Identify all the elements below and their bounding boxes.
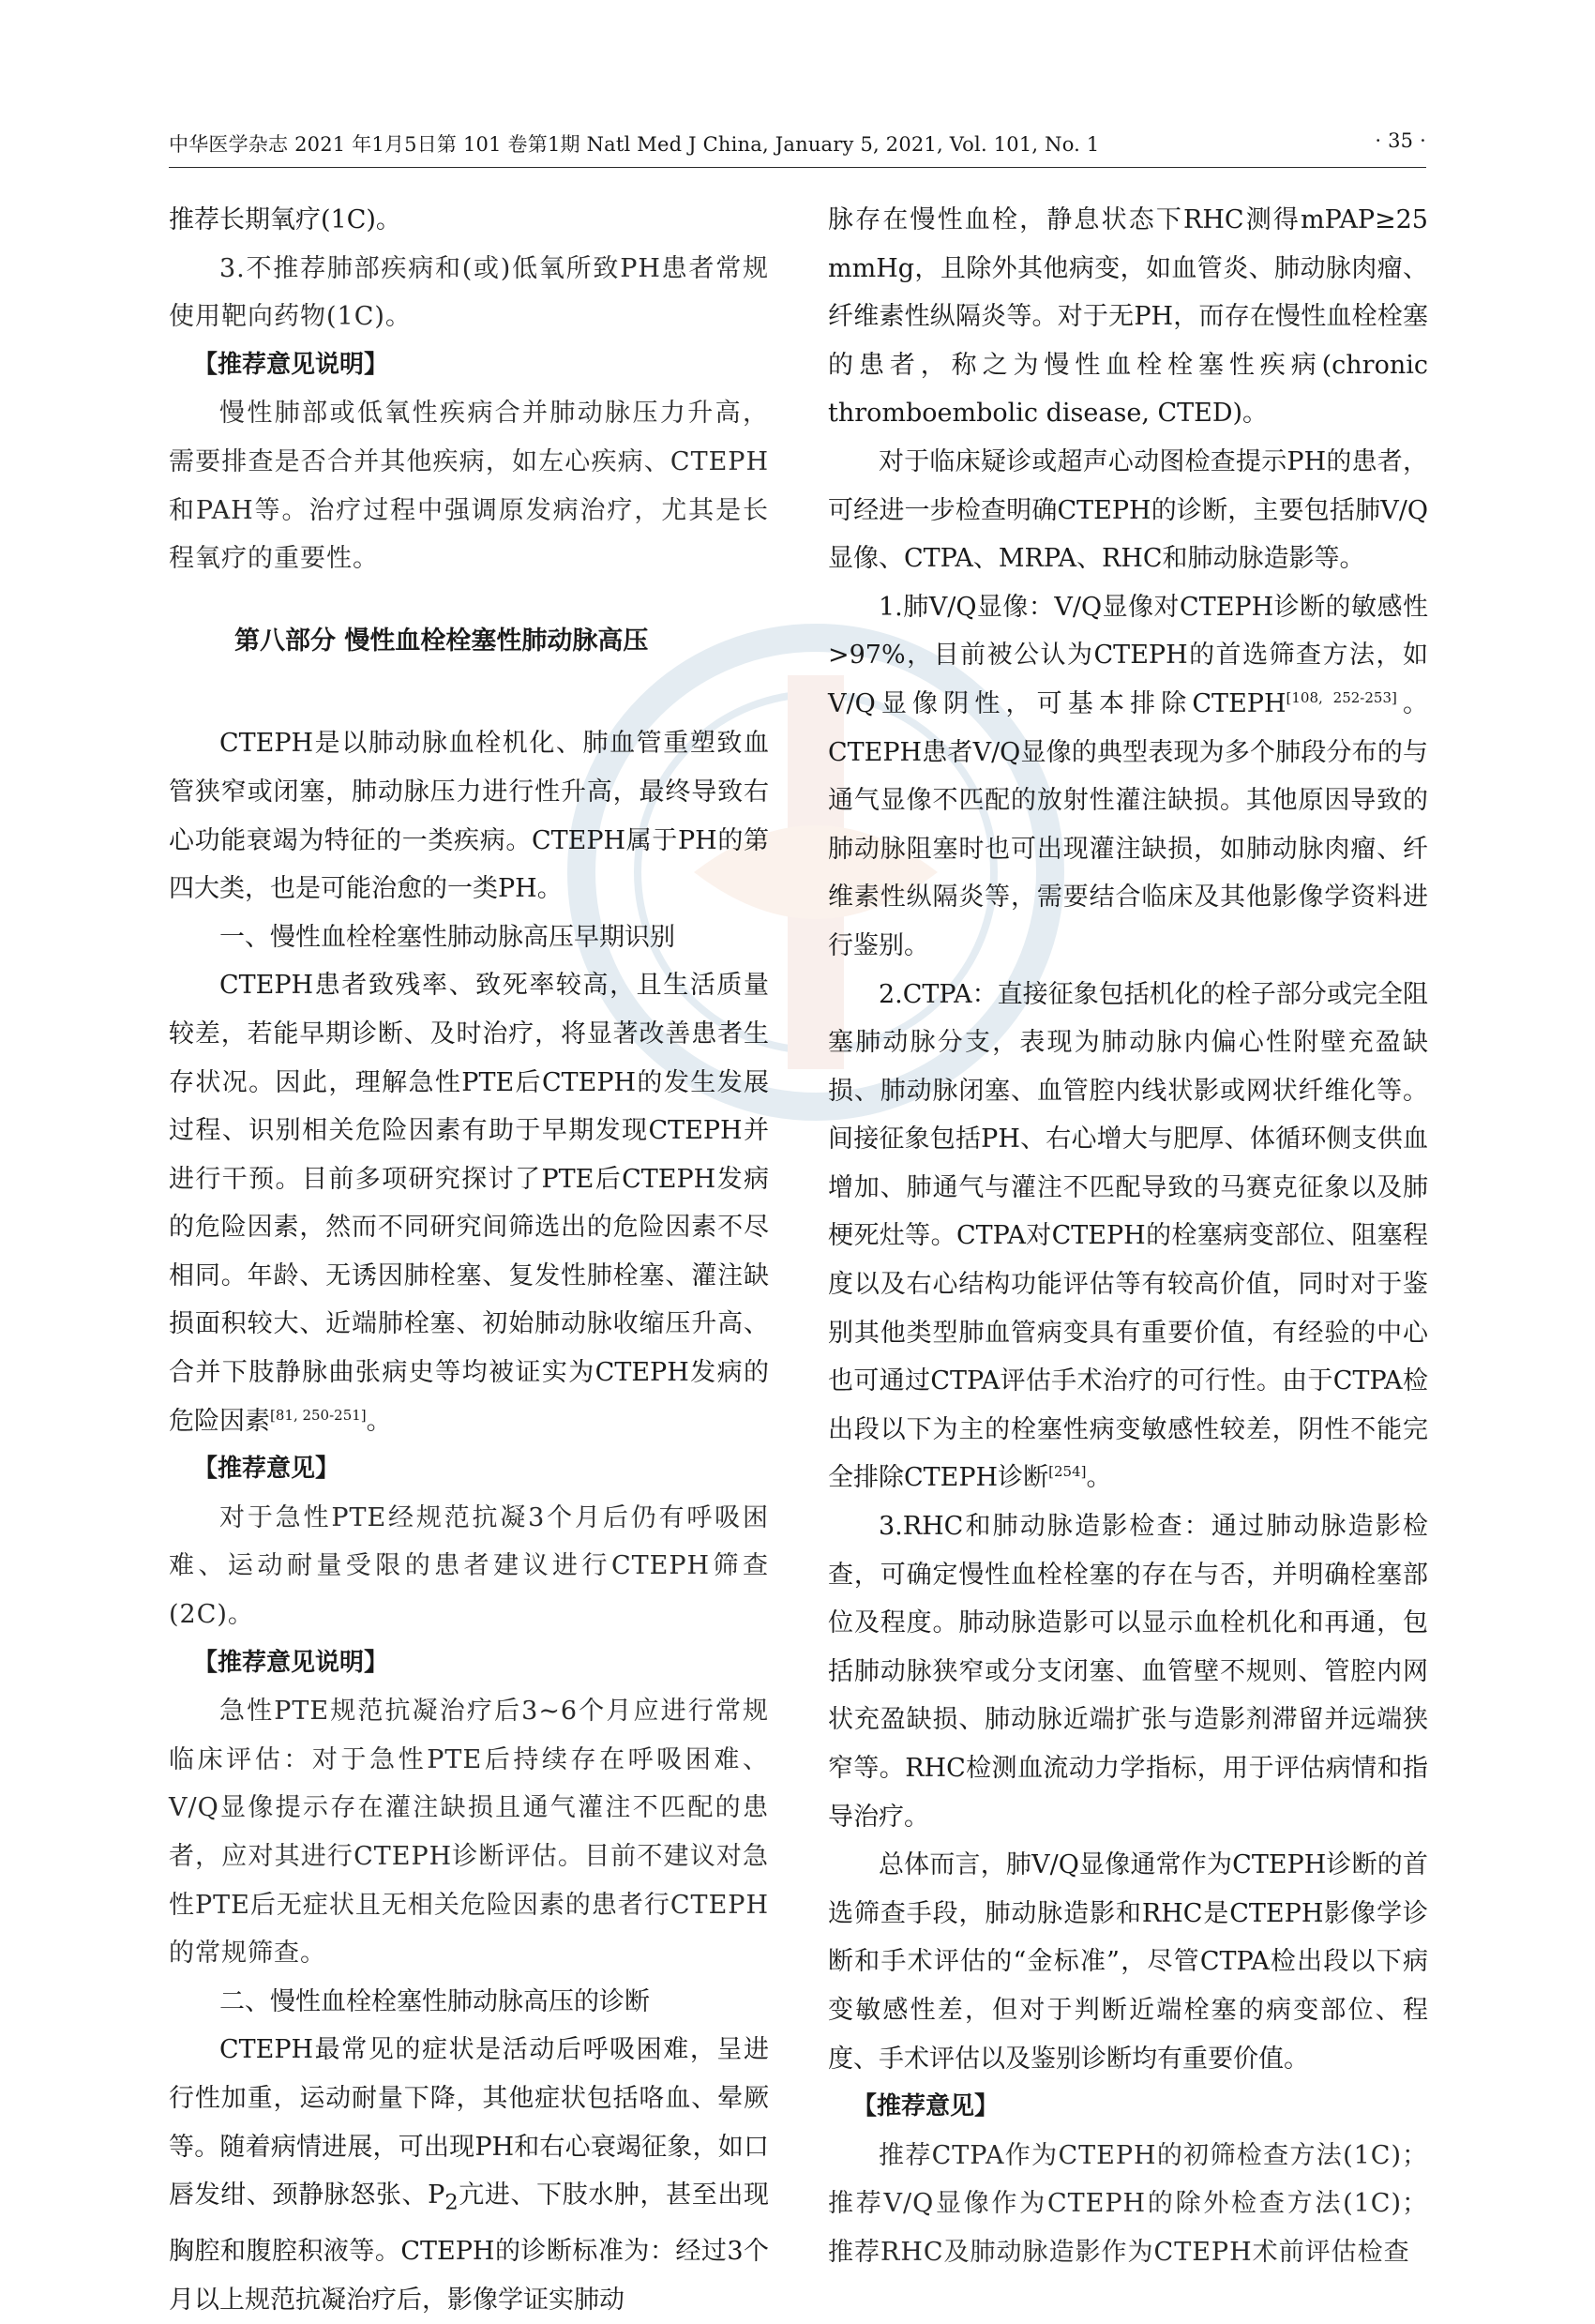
label-recommendation-note-2: 【推荐意见说明】 (193, 1648, 389, 1677)
label-recommendation-3: 【推荐意见】 (852, 2092, 1000, 2121)
vq-text: 1.肺V/Q显像：V/Q显像对CTEPH诊断的敏感性>97%，目前被公认为CTEPH的首选筛查方法，如V/Q显像阴性，可基本排除CTEPH (828, 592, 1428, 718)
symptoms-text: CTEPH最常见的症状是活动后呼吸困难，呈进行性加重，运动耐量下降，其他症状包括咯血、晕厥等。随着病情进展，可出现PH和右心衰竭征象，如口唇发绀、颈静脉怒张、P (169, 2035, 769, 2211)
ctpa-text: 2.CTPA：直接征象包括机化的栓子部分或完全阻塞肺动脉分支，表现为肺动脉内偏心性附壁充盈缺损、肺动脉闭塞、血管腔内线状影或网状纤维化等。间接征象包括PH、右心增大与肥厚、体循环侧支供血增加、肺通气与灌注不匹配导致的马赛克征象以及肺梗死灶等。CTPA对CTEPH的栓塞病变部位、阻塞程度以及右心结构功能评估等有较高价值，同时对于鉴别其他类型肺血管病变具有重要价值，有经验的中心也可通过CTPA评估手术治疗的可行性。由于CTPA检出段以下为主的栓塞性病变敏感性较差，阴性不能完全排除CTEPH诊断 (828, 979, 1428, 1493)
citation-ref: [108, 252-253] (1286, 688, 1397, 706)
journal-citation: 中华医学杂志 2021 年1月5日第 101 卷第1期 Natl Med J China, January 5, 2021, Vol. 101, No. 1 (169, 133, 1100, 156)
risk-factors-tail: 。 (366, 1406, 392, 1436)
running-header (169, 129, 1426, 167)
paragraph-risk-factors (169, 961, 769, 1445)
section-title: 第八部分 慢性血栓栓塞性肺动脉高压 (234, 626, 649, 656)
paragraph-continued: 推荐长期氧疗(1C)。 (169, 205, 401, 234)
citation-ref: [81, 250-251] (270, 1406, 367, 1424)
paragraph-diagnostic-criteria: 脉存在慢性血栓，静息状态下RHC测得mPAP≥25 mmHg，且除外其他病变，如血管炎、肺动脉肉瘤、纤维素性纵隔炎等。对于无PH，而存在慢性血栓栓塞的患者，称之为慢性血栓栓塞性疾病(chronic thromboembolic disease, CTED)。 (828, 205, 1428, 429)
cteph-intro: CTEPH是以肺动脉血栓机化、肺血管重塑致血管狭窄或闭塞，肺动脉压力进行性升高，最终导致右心功能衰竭为特征的一类疾病。CTEPH属于PH的第四大类，也是可能治愈的一类PH。 (169, 729, 769, 904)
recommendation-note-2-text: 急性PTE规范抗凝治疗后3~6个月应进行常规临床评估：对于急性PTE后持续存在呼吸困难、V/Q显像提示存在灌注缺损且通气灌注不匹配的患者，应对其进行CTEPH诊断评估。目前不建议对急性PTE后无症状且无相关危险因素的患者行CTEPH的常规筛查。 (169, 1697, 769, 1969)
label-recommendation-note: 【推荐意见说明】 (193, 350, 389, 379)
symptoms-tail: 亢进、下肢水肿，甚至出现胸腔和腹腔积液等。CTEPH的诊断标准为：经过3个月以上规范抗凝治疗后，影像学证实肺动 (169, 2181, 770, 2315)
paragraph-exams: 对于临床疑诊或超声心动图检查提示PH的患者，可经进一步检查明确CTEPH的诊断，主要包括肺V/Q显像、CTPA、MRPA、RHC和肺动脉造影等。 (828, 446, 1428, 574)
paragraph-vq (828, 583, 1428, 971)
subheading-diagnosis: 二、慢性血栓栓塞性肺动脉高压的诊断 (219, 1986, 650, 2016)
paragraph-summary: 总体而言，肺V/Q显像通常作为CTEPH诊断的首选筛查手段，肺动脉造影和RHC是CTEPH影像学诊断和手术评估的“金标准”，尽管CTPA检出段以下病变敏感性差，但对于判断近端栓塞的病变部位、程度、手术评估以及鉴别诊断均有重要价值。 (828, 1850, 1428, 2074)
paragraph-rhc: 3.RHC和肺动脉造影检查：通过肺动脉造影检查，可确定慢性血栓栓塞的存在与否，并明确栓塞部位及程度。肺动脉造影可以显示血栓机化和再通，包括肺动脉狭窄或分支闭塞、血管壁不规则、管腔内网状充盈缺损、肺动脉近端扩张与造影剂滞留并远端狭窄等。RHC检测血流动力学指标，用于评估病情和指导治疗。 (828, 1512, 1428, 1832)
recommendation-exams: 推荐CTPA作为CTEPH的初筛检查方法(1C)；推荐V/Q显像作为CTEPH的除外检查方法(1C)；推荐RHC及肺动脉造影作为CTEPH术前评估检查 (828, 2140, 1428, 2267)
vq-tail: 。CTEPH患者V/Q显像的典型表现为多个肺段分布的与通气显像不匹配的放射性灌注缺损。其他原因导致的肺动脉阻塞时也可出现灌注缺损，如肺动脉肉瘤、纤维素性纵隔炎等，需要结合临床及其他影像学资料进行鉴别。 (828, 688, 1429, 960)
recommendation-note-text: 慢性肺部或低氧性疾病合并肺动脉压力升高，需要排查是否合并其他疾病，如左心疾病、CTEPH和PAH等。治疗过程中强调原发病治疗，尤其是长程氧疗的重要性。 (169, 399, 769, 574)
subscript: 2 (444, 2190, 459, 2215)
recommendation-screening: 对于急性PTE经规范抗凝3个月后仍有呼吸困难、运动耐量受限的患者建议进行CTEPH筛查(2C)。 (169, 1502, 769, 1630)
label-recommendation: 【推荐意见】 (193, 1455, 340, 1484)
header-rule (169, 167, 1426, 168)
right-column (828, 196, 1428, 2277)
subheading-early-identification: 一、慢性血栓栓塞性肺动脉高压早期识别 (219, 922, 675, 952)
ctpa-tail: 。 (1086, 1463, 1112, 1493)
paragraph-ctpa (828, 971, 1428, 1503)
page-number: · 35 · (1375, 129, 1426, 152)
paragraph-symptoms (169, 2026, 769, 2324)
recommendation-3: 3.不推荐肺部疾病和(或)低氧所致PH患者常规使用靶向药物(1C)。 (169, 253, 769, 332)
citation-ref: [254] (1048, 1463, 1087, 1481)
risk-factors-text: CTEPH患者致残率、致死率较高，且生活质量较差，若能早期诊断、及时治疗，将显著改善患者生存状况。因此，理解急性PTE后CTEPH的发生发展过程、识别相关危险因素有助于早期发现CTEPH并进行干预。目前多项研究探讨了PTE后CTEPH发病的危险因素，然而不同研究间筛选出的危险因素不尽相同。年龄、无诱因肺栓塞、复发性肺栓塞、灌注缺损面积较大、近端肺栓塞、初始肺动脉收缩压升高、合并下肢静脉曲张病史等均被证实为CTEPH发病的危险因素 (169, 971, 769, 1436)
left-column (169, 196, 769, 2324)
